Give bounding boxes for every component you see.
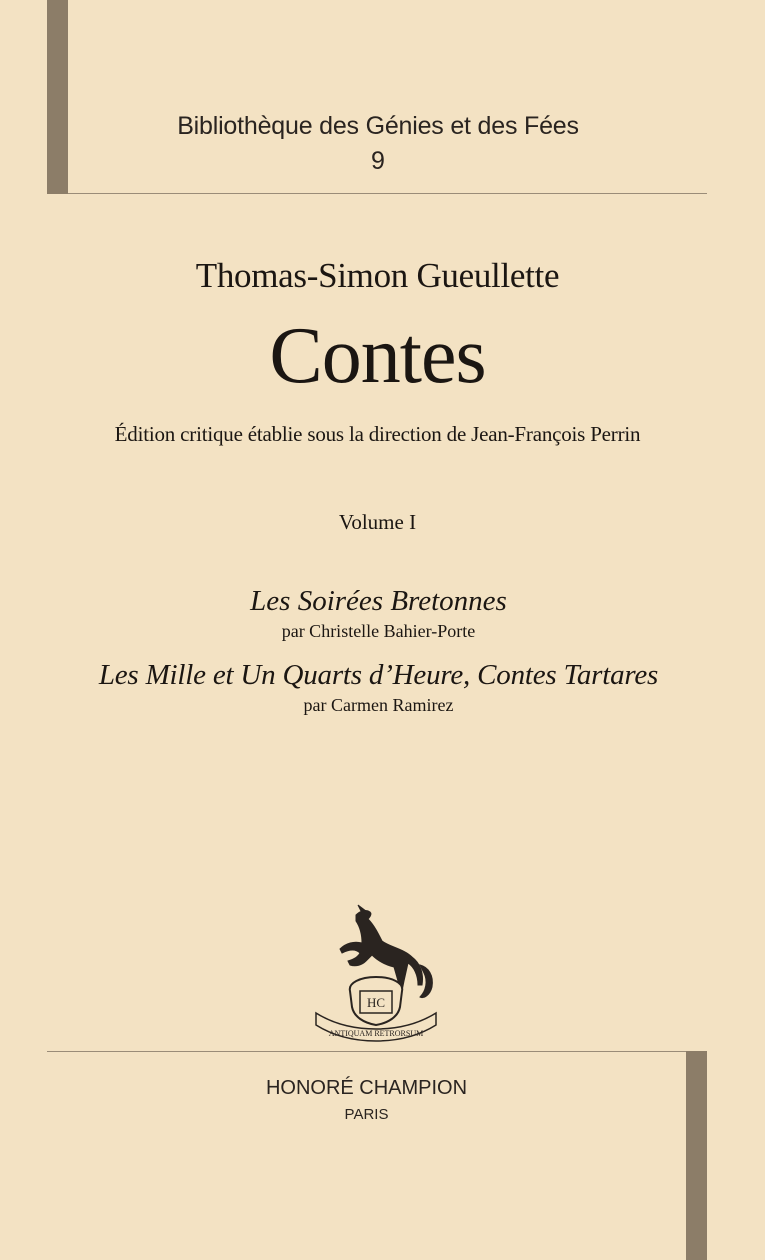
edition-statement: Édition critique établie sous la direction de Jean-François Perrin [114,422,641,446]
series-title: Bibliothèque des Génies et des Fées [177,112,579,140]
volume-label: Volume I [338,510,417,534]
publisher-name: HONORÉ CHAMPION [265,1077,468,1099]
publisher-city: PARIS [344,1106,389,1123]
bottom-divider-rule [47,1051,686,1052]
book-title: Contes [269,312,486,400]
series-number: 9 [371,147,385,175]
work-editor-2: par Carmen Ramirez [303,695,454,715]
work-title-2: Les Mille et Un Quarts d’Heure, Contes Tartares [98,659,659,691]
top-left-decorative-bar [47,0,68,194]
bottom-right-decorative-bar [686,1051,707,1260]
rearing-horse-emblem-icon [312,903,440,1043]
logo-monogram: HC [366,995,386,1010]
work-title-1: Les Soirées Bretonnes [250,585,507,617]
author-name: Thomas-Simon Gueullette [195,256,560,295]
logo-motto: ANTIQUAM RETRORSUM [328,1029,424,1038]
top-divider-rule [68,193,707,194]
work-editor-1: par Christelle Bahier-Porte [281,621,476,641]
